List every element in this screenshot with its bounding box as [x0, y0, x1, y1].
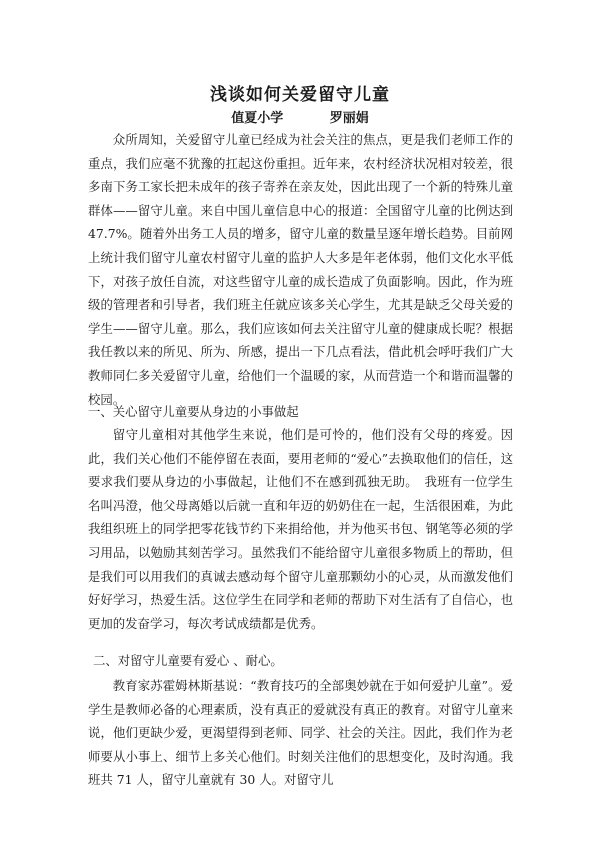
section-heading-1: 一、关心留守儿童要从身边的小事做起 [88, 404, 299, 419]
section-1-paragraph-block [88, 423, 513, 635]
section-2-paragraph-block [88, 674, 513, 792]
author-name: 罗丽娟 [329, 111, 369, 126]
intro-paragraph-block [88, 128, 513, 411]
paragraph-2: 留守儿童相对其他学生来说，他们是可怜的，他们没有父母的疼爱。因此，我们关心他们不能停留在表面，要用老师的“爱心”去换取他们的信任，这要求我们要从身边的小事做起，让他们不在感到孤独无助。 我班有一位学生名叫冯澄，他父母离婚以后就一直和年迈的奶奶住在一起，生活很困难，为此我组织班上的同学把零花钱节约下来捐给他，并为他买书包、钢笔等必须的学习用品，以勉励其刻苦学习。虽然我们不能给留守儿童很多物质上的帮助，但是我们可以用我们的真诚去感动每个留守儿童那颗幼小的心灵，从而激发他们好好学习，热爱生活。这位学生在同学和老师的帮助下对生活有了自信心，也更加的发奋学习，每次考试成绩都是优秀。 [88, 427, 513, 631]
section-heading-2: 二、对留守儿童要有爱心 、耐心。 [93, 653, 283, 668]
author-school: 值夏小学 [231, 111, 284, 126]
document-title: 浅谈如何关爱留守儿童 [210, 85, 390, 105]
paragraph-1: 众所周知，关爱留守儿童已经成为社会关注的焦点，更是我们老师工作的重点，我们应毫不犹豫的扛起这份重担。近年来，农村经济状况相对较差，很多南下务工家长把未成年的孩子寄养在亲友处，因此出现了一个新的特殊儿童群体——留守儿童。来自中国儿童信息中心的报道：全国留守儿童的比例达到 47.7%。随着外出务工人员的增多，留守儿童的数量呈逐年增长趋势。目前网上统计我们留守儿童农村留守儿童的监护人大多是年老体弱，他们文化水平低下，对孩子放任自流，对这些留守儿童的成长造成了负面影响。因此，作为班级的管理者和引导者，我们班主任就应该多关心学生，尤其是缺乏父母关爱的学生——留守儿童。那么，我们应该如何去关注留守儿童的健康成长呢？根据我任教以来的所见、所为、所感，提出一下几点看法，借此机会呼吁我们广大教师同仁多关爱留守儿童，给他们一个温暖的家，从而营造一个和谐而温馨的校园。 [88, 132, 513, 407]
paragraph-3: 教育家苏霍姆林斯基说：“教育技巧的全部奥妙就在于如何爱护儿童”。爱学生是教师必备的心理素质，没有真正的爱就没有真正的教育。对留守儿童来说，他们更缺少爱，更渴望得到老师、同学、社会的关注。因此，我们作为老师要从小事上、细节上多关心他们。时刻关注他们的思想变化，及时沟通。我班共 71 人，留守儿童就有 30 人。对留守儿 [88, 678, 513, 788]
author-line [0, 107, 600, 126]
